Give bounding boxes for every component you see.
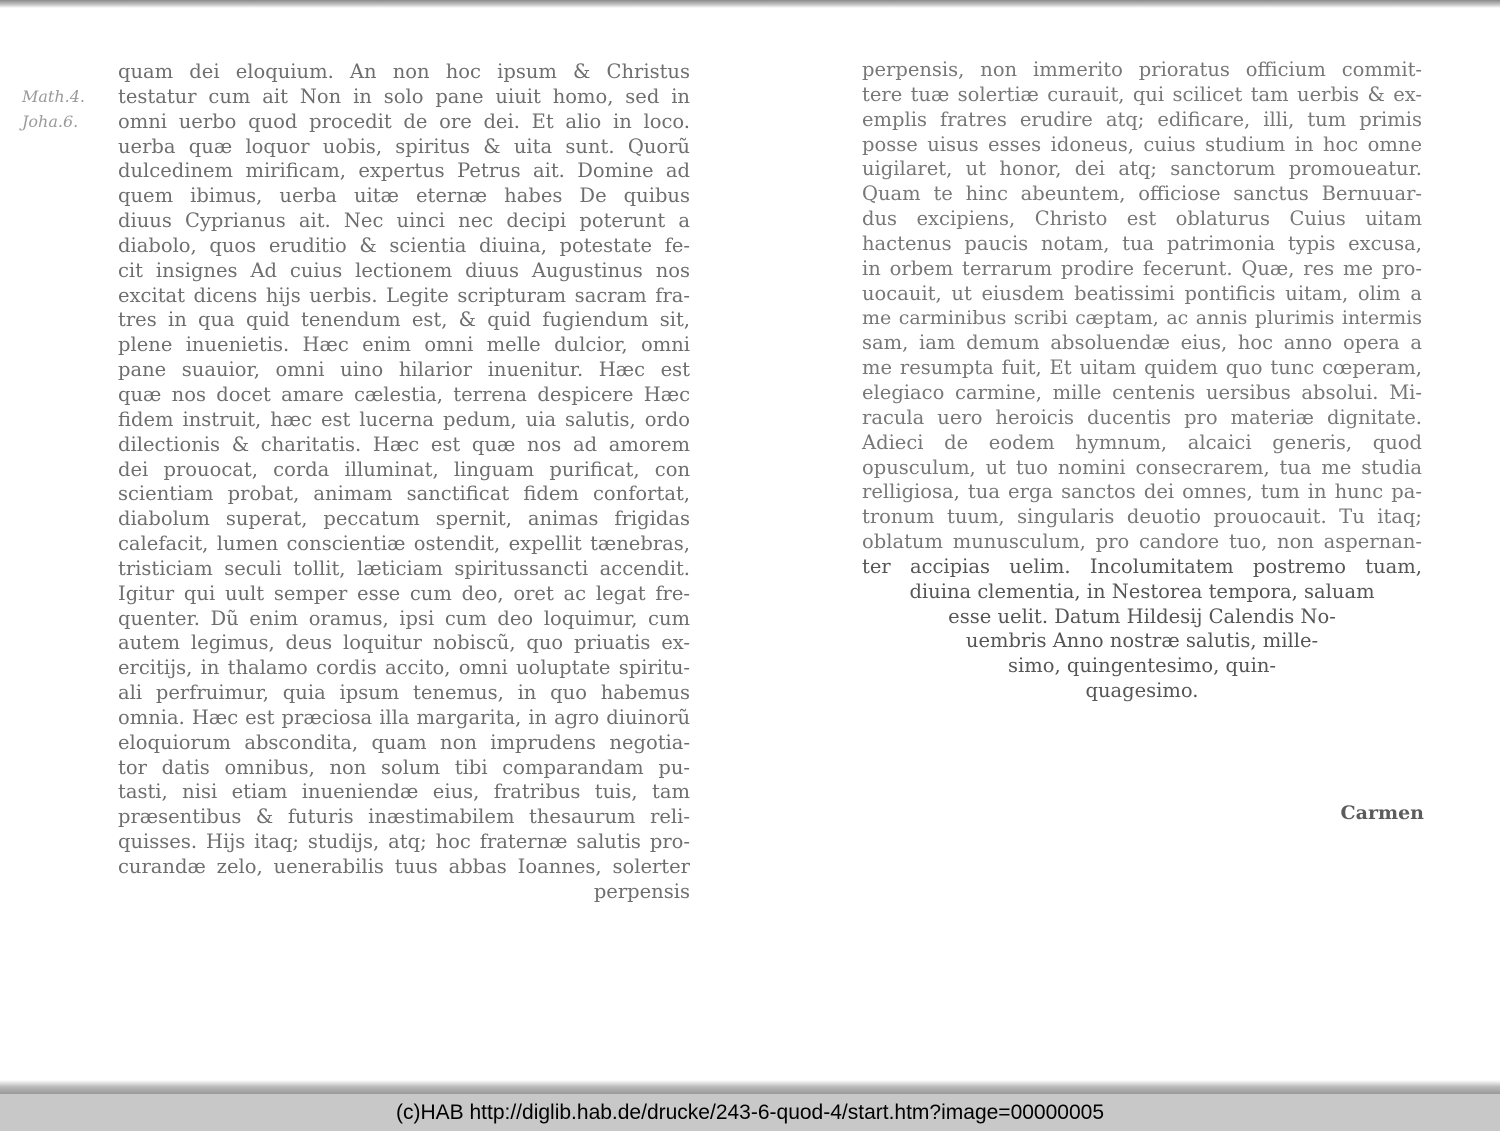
text-line: quam dei eloquium. An non hoc ipsum & Christus: [118, 60, 690, 83]
text-line: diabolum superat, peccatum spernit, animas frigidas: [118, 507, 690, 531]
text-line: uocauit, ut eiusdem beatissimi pontificis uitam, olim a: [862, 281, 1422, 305]
text-line: oblatum munusculum, pro candore tuo, non aspernan-: [862, 530, 1422, 554]
text-line: diuina clementia, in Nestorea tempora, saluam: [909, 579, 1375, 603]
left-margin-notes: [22, 85, 118, 135]
text-line: plene inuenietis. Hæc enim omni melle dulcior, omni: [118, 333, 690, 357]
text-line: posse uisus esses idoneus, cuius studium in hoc omne: [862, 132, 1422, 156]
text-line: calefacit, lumen conscientiæ ostendit, expellit tænebras,: [118, 532, 690, 556]
text-line: autem legimus, deus loquitur nobiscũ, quo priuatis ex-: [118, 631, 690, 655]
text-line: opusculum, ut tuo nomini consecrarem, tua me studia: [862, 455, 1422, 479]
text-line: eloquiorum abscondita, quam non imprudens negotia-: [118, 730, 690, 754]
text-line: quæ nos docet amare cælestia, terrena despicere Hæc: [118, 382, 690, 406]
credit-bar: [0, 1094, 1500, 1131]
text-line: quenter. Dũ enim oramus, ipsi cum deo loquimur, cum: [118, 606, 690, 630]
credit-text: (c)HAB http://diglib.hab.de/drucke/243-6-quod-4/start.htm?image=00000005: [395, 1100, 1104, 1124]
left-page-text: [118, 60, 690, 905]
text-line: quem ibimus, uerba uitæ eternæ habes De quibus: [118, 184, 690, 208]
text-line: tres in qua quid tenendum est, & quid fugiendum sit,: [118, 308, 690, 332]
text-line: dei prouocat, corda illuminat, linguam purificat, con: [118, 457, 690, 481]
text-line: Igitur qui uult semper esse cum deo, oret ac legat fre-: [118, 581, 690, 605]
text-line: relligiosa, tua erga sanctos dei omnes, tum in hunc pa-: [862, 480, 1422, 504]
text-line: cit insignes Ad cuius lectionem diuus Augustinus nos: [118, 258, 690, 282]
text-line: dulcedinem mirificam, expertus Petrus ait. Domine ad: [118, 159, 690, 183]
text-line: tor datis omnibus, non solum tibi comparandam pu-: [118, 755, 690, 779]
text-line: ali perfruimur, quia ipsum tenemus, in quo habemus: [118, 681, 690, 705]
text-line: diabolo, quos eruditio & scientia diuina, potestate fe-: [118, 233, 690, 257]
text-line: scientiam probat, animam sanctificat fidem confortat,: [118, 482, 690, 506]
text-line: esse uelit. Datum Hildesij Calendis No-: [948, 604, 1336, 628]
text-line: tasti, nisi etiam inueniendæ eius, fratribus tuis, tam: [118, 780, 690, 804]
text-line: diuus Cyprianus ait. Nec uinci nec decipi poterunt a: [118, 209, 690, 233]
text-line: Quam te hinc abeuntem, officiose sanctus Bernuuar-: [862, 182, 1422, 206]
text-line: fidem instruit, hæc est lucerna pedum, uia salutis, ordo: [118, 407, 690, 431]
text-line: quisses. Hijs itaq; studijs, atq; hoc fraternæ salutis pro-: [118, 830, 690, 854]
text-line: omni uerbo quod procedit de ore dei. Et alio in loco.: [118, 109, 690, 133]
text-line: ercitijs, in thalamo cordis accito, omni uoluptate spiritu-: [118, 656, 690, 680]
text-line: simo, quingentesimo, quin-: [1008, 654, 1276, 678]
text-line: excitat dicens hijs uerbis. Legite scripturam sacram fra-: [118, 283, 690, 307]
text-line: sam, iam demum absoluendæ eius, hoc anno opera a: [862, 331, 1422, 355]
text-line: Adieci de eodem hymnum, alcaici generis, quod: [862, 430, 1422, 454]
text-line: uembris Anno nostræ salutis, mille-: [965, 629, 1319, 653]
text-line: in orbem terrarum prodire fecerunt. Quæ, res me pro-: [862, 256, 1422, 280]
text-line: curandæ zelo, uenerabilis tuus abbas Ioannes, solerter: [118, 855, 690, 878]
text-line: me resumpta fuit, Et uitam quidem quo tunc cœperam,: [862, 356, 1422, 380]
text-line: dilectionis & charitatis. Hæc est quæ nos ad amorem: [118, 432, 690, 456]
text-line: præsentibus & futuris inæstimabilem thesaurum reli-: [118, 805, 690, 829]
text-line: tere tuæ solertiæ curauit, qui scilicet tam uerbis & ex-: [862, 82, 1422, 106]
text-line: me carminibus scribi cæptam, ac annis plurimis intermis: [862, 307, 1422, 330]
text-line: tronum tuum, singularis deuotio prouocauit. Tu itaq;: [862, 505, 1422, 529]
text-line: elegiaco carmine, mille centenis uersibus absolui. Mi-: [862, 380, 1422, 404]
text-line: uerba quæ loquor uobis, spiritus & uita sunt. Quorũ: [118, 134, 690, 158]
text-line: tristiciam seculi tollit, læticiam spiritussancti accendit.: [118, 556, 690, 580]
text-line: omnia. Hæc est præciosa illa margarita, in agro diuinorũ: [118, 705, 690, 729]
text-line: testatur cum ait Non in solo pane uiuit homo, sed in: [118, 84, 690, 108]
margin-note: Joha.6.: [22, 111, 79, 131]
scan-bottom-edge: [0, 1080, 1500, 1094]
text-line: dus excipiens, Christo est oblaturus Cuius uitam: [862, 207, 1422, 231]
text-line: ter accipias uelim. Incolumitatem postremo tuam,: [862, 554, 1422, 578]
text-line: perpensis, non immerito prioratus officium commit-: [862, 58, 1422, 81]
margin-note: Math.4.: [22, 87, 86, 106]
text-line: uigilaret, ut honor, dei atq; sanctorum promoueatur.: [862, 157, 1422, 181]
right-catchword: Carmen: [1340, 802, 1424, 824]
text-line: pane suauior, omni uino hilarior inuenitur. Hæc est: [118, 358, 690, 382]
text-line: racula uero heroicis ducentis pro materiæ dignitate.: [862, 405, 1422, 429]
left-catchword: perpensis: [593, 879, 690, 903]
right-page-text: [862, 58, 1422, 704]
text-line: hactenus paucis notam, tua patrimonia typis excusa,: [862, 231, 1422, 255]
scan-top-edge: [0, 0, 1500, 8]
text-line: quagesimo.: [1085, 679, 1199, 703]
text-line: emplis fratres erudire atq; edificare, illi, tum primis: [862, 107, 1422, 131]
